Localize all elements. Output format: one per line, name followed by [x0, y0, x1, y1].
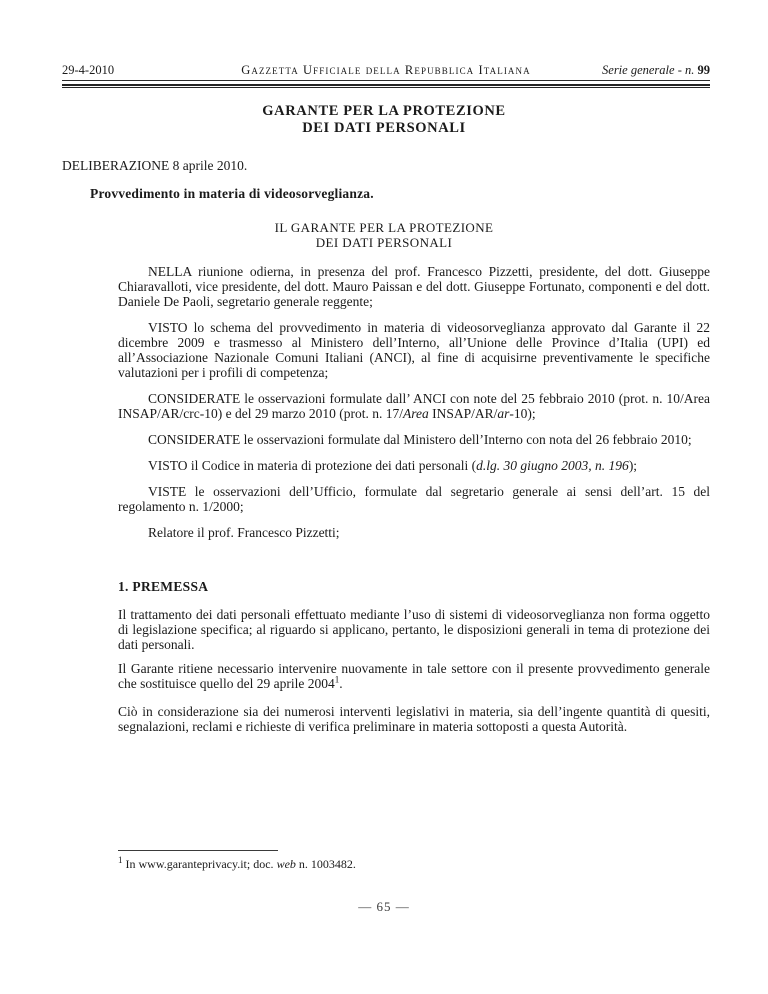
header-double-rule	[62, 84, 710, 88]
header-journal-title: Gazzetta Ufficiale della Repubblica Italiana	[241, 63, 531, 77]
text-segment: CONSIDERATE le osservazioni formulate dall’ ANCI con note del 25 febbraio 2010 (prot. n. 10/Area INSAP/AR/crc-10) e del 29 marzo 2010 (prot. n. 17/	[118, 391, 710, 421]
footnote-block	[118, 850, 652, 871]
premessa-paragraph-3	[118, 704, 710, 734]
header-series-number: 99	[697, 63, 710, 77]
deliberation-line: DELIBERAZIONE 8 aprile 2010.	[62, 158, 248, 173]
recital-paragraph-1	[118, 264, 710, 309]
recital-paragraph-6	[118, 484, 710, 514]
text-segment: NELLA riunione odierna, in presenza del prof. Francesco Pizzetti, presidente, del dott. Giuseppe Chiaravalloti, vice presidente, del dott. Mauro Paissan e del dott. Giuseppe Fortunato, componenti e del dott. Daniele De Paoli, segretario generale reggente;	[118, 264, 710, 309]
footnote-reference-marker: 1	[334, 674, 340, 685]
subject-line: Provvedimento in materia di videosorveglianza.	[90, 186, 374, 201]
recital-paragraph-3	[118, 391, 710, 421]
text-segment: CONSIDERATE le osservazioni formulate dal Ministero dell’Interno con nota del 26 febbraio 2010;	[148, 432, 692, 447]
text-segment: n. 1003482.	[295, 857, 356, 871]
recital-paragraph-7	[118, 525, 710, 540]
header-date: 29-4-2010	[62, 63, 115, 77]
text-segment: VISTE le osservazioni dell’Ufficio, formulate dal segretario generale ai sensi dell’art. 15 del regolamento n. 1/2000;	[118, 484, 710, 514]
text-segment-italic: web	[276, 857, 296, 871]
recital-paragraph-5	[118, 458, 710, 473]
document-title-line2: DEI DATI PERSONALI	[302, 120, 466, 136]
text-segment: );	[628, 458, 638, 473]
authority-heading	[0, 220, 768, 250]
premessa-paragraph-1	[118, 607, 710, 652]
header-series-label: Serie generale	[602, 63, 675, 77]
page-header	[62, 63, 710, 81]
text-segment-italic: Area	[402, 406, 429, 421]
header-series	[554, 63, 710, 77]
text-segment-italic: ar	[497, 406, 510, 421]
page-number: — 65 —	[358, 899, 410, 914]
premessa-paragraph-2	[118, 661, 710, 691]
recital-paragraph-4	[118, 432, 710, 447]
text-segment: VISTO il Codice in materia di protezione dei dati personali (	[148, 458, 477, 473]
text-segment: VISTO lo schema del provvedimento in materia di videosorveglianza approvato dal Garante il 22 dicembre 2009 e trasmesso al Ministero dell’Interno, all’Unione delle Province d’Italia (UPI) ed all’Associazione Nazionale Comuni Italiani (ANCI), al fine di acquisirne preventivamente le specifiche valutazioni per i profili di competenza;	[118, 320, 710, 380]
footnote-marker: 1	[118, 855, 123, 865]
text-segment: Ciò in considerazione sia dei numerosi interventi legislativi in materia, sia dell’ingente quantità di quesiti, segnalazioni, reclami e richieste di verifica preliminare in materia sottoposti a questa Autorità.	[118, 704, 710, 734]
text-segment: .	[339, 676, 343, 691]
body-column	[118, 264, 710, 734]
footnote-text	[118, 857, 652, 871]
authority-line1: IL GARANTE PER LA PROTEZIONE	[274, 220, 494, 235]
section-heading-premessa: 1. PREMESSA	[118, 579, 209, 594]
recital-paragraph-2	[118, 320, 710, 380]
text-segment: -10);	[509, 406, 536, 421]
document-title	[0, 103, 768, 137]
text-segment: Il trattamento dei dati personali effettuato mediante l’uso di sistemi di videosorveglianza non forma oggetto di legislazione specifica; al riguardo si applicano, pertanto, le disposizioni generali in tema di protezione dei dati personali.	[118, 607, 710, 652]
footnote-rule	[118, 850, 278, 851]
text-segment: INSAP/AR/	[428, 406, 498, 421]
text-segment: Il Garante ritiene necessario intervenire nuovamente in tale settore con il presente provvedimento generale che sostituisce quello del 29 aprile 2004	[118, 661, 710, 691]
document-title-line1: GARANTE PER LA PROTEZIONE	[262, 103, 506, 119]
text-segment: In www.garanteprivacy.it; doc.	[122, 857, 277, 871]
text-segment-italic: d.lg. 30 giugno 2003, n. 196	[476, 458, 629, 473]
header-series-separator: - n.	[674, 63, 698, 77]
text-segment: Relatore il prof. Francesco Pizzetti;	[148, 525, 340, 540]
authority-line2: DEI DATI PERSONALI	[315, 235, 453, 250]
